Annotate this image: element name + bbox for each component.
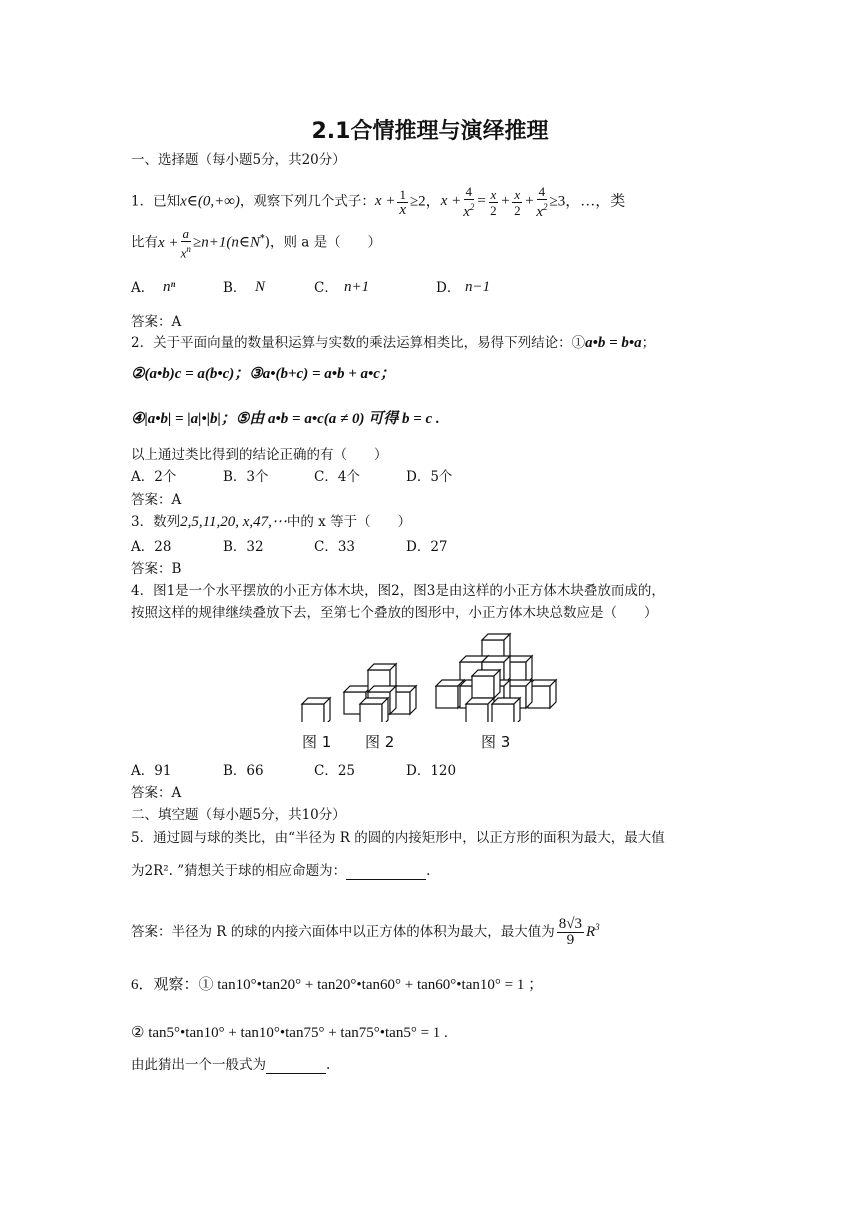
q6-question: 由此猜出一个一般式为: [131, 1057, 266, 1073]
q3-option-b: B．32: [223, 539, 264, 555]
q6-answer-blank: [266, 1073, 326, 1074]
page-title: 2.1合情推理与演绎推理: [311, 119, 549, 144]
q3-lead: 3．数列: [131, 514, 181, 530]
q6-line1: 6．观察：① tan10°•tan20° + tan20°•tan60° + tan60°•tan10° = 1 ；: [131, 977, 544, 993]
q1-expr-1: x + $\frac{1}{x}$: [374, 186, 407, 218]
figure-2-label: 图 2: [365, 733, 395, 751]
q2-question: 以上通过类比得到的结论正确的有（ ）: [131, 447, 388, 463]
q6-line2: ② tan5°•tan10° + tan10°•tan75° + tan75°•tan5° = 1 .: [131, 1025, 448, 1041]
q1-ineq-1: ≥2，: [409, 193, 441, 210]
q1-condition: x∈(0,+∞): [180, 193, 240, 210]
q3-line: [131, 513, 411, 531]
q5-answer-fraction: $\frac{8√3}{9}$: [558, 916, 582, 948]
q1-option-d: n−1: [465, 279, 491, 295]
figure-1-label: 图 1: [302, 733, 332, 751]
q1-general-ineq: ≥n+1(n∈N: [193, 234, 260, 251]
q2-formulas-2-3: ②(a•b)c = a(b•c)；③a•(b+c) = a•b + a•c；: [131, 366, 395, 382]
q1-expr-2: x + $\frac{4}{x^2}$ = $\frac{x}{2}$ + $\frac{x}{2}$ + $\frac{4}{x^2}$: [440, 184, 548, 220]
q2-line1: 2．关于平面向量的数量积运算与实数的乘法运算相类比，易得下列结论：①a•b = b•a；: [131, 335, 656, 351]
q1-option-a-label: A．: [131, 280, 155, 296]
section-heading-choice: 一、选择题（每小题5分，共20分）: [131, 152, 346, 168]
q6-line3: 由此猜出一个一般式为 .: [131, 1057, 331, 1073]
q4-line1: 4．图1是一个水平摆放的小正方体木块，图2，图3是由这样的小正方体木块叠放而成的，: [131, 583, 665, 599]
q4-option-b: B．66: [223, 763, 264, 779]
q5-line1: 5．通过圆与球的类比，由“半径为 R 的圆的内接矩形中，以正方形的面积为最大，最大值: [131, 830, 665, 846]
q1-option-c-label: C．: [314, 280, 338, 296]
q3-option-d: D．27: [406, 539, 448, 555]
q2-intro: 2．关于平面向量的数量积运算与实数的乘法运算相类比，易得下列结论：①: [131, 335, 586, 351]
q3-question: 中的 x 等于（ ）: [286, 514, 412, 530]
q2-formulas-4-5: ④|a•b| = |a|•|b|；⑤由 a•b = a•c(a ≠ 0) 可得 b = c .: [131, 411, 440, 427]
section-heading-fill: 二、填空题（每小题5分，共10分）: [131, 807, 346, 823]
q2-formula-1: a•b = b•a: [585, 335, 642, 351]
q1-option-b: N: [255, 279, 266, 295]
q1-lead: 1．已知: [131, 193, 181, 210]
q1-intro: ，观察下列几个式子：: [239, 193, 375, 210]
q1-option-a: nⁿ: [163, 279, 176, 295]
q3-sequence: 2,5,11,20, x,47,⋯: [180, 514, 287, 530]
q5-premise: 为2R². ”猜想关于球的相应命题为：: [131, 863, 347, 879]
q2-option-d: D．5个: [406, 469, 453, 485]
q4-answer: 答案：A: [131, 785, 182, 801]
figure-2-cubes: [344, 664, 416, 722]
q2-option-b: B．3个: [223, 469, 269, 485]
figure-1-cubes: [302, 698, 330, 722]
q4-option-c: C．25: [314, 763, 356, 779]
q4-option-a: A．91: [131, 763, 172, 779]
cube-stacking-figure: [296, 630, 566, 722]
q1-option-d-label: D．: [436, 280, 461, 296]
q2-option-a: A．2个: [131, 469, 177, 485]
q1-option-c: n+1: [344, 279, 370, 295]
q2-option-c: C．4个: [314, 469, 360, 485]
figure-3-label: 图 3: [481, 733, 511, 751]
q3-option-a: A．28: [131, 539, 172, 555]
q1-tail: ≥3，…，类: [549, 193, 626, 210]
q1-line1: [131, 184, 625, 220]
q5-answer-line: 答案：半径为 R 的球的内接六面体中以正方体的体积为最大，最大值为 $\frac{8√3}{9}$ $R^3$: [131, 916, 600, 948]
q1-line2: 比有x + $\frac{a}{x^n}$ ≥n+1(n∈N*)，则 a 是（ ）: [131, 226, 382, 261]
q3-answer: 答案：B: [131, 561, 182, 577]
q5-answer-blank: [346, 879, 426, 880]
q1-question: )，则 a 是（ ）: [264, 234, 382, 251]
q2-answer: 答案：A: [131, 492, 182, 508]
q5-answer: 答案：半径为 R 的球的内接六面体中以正方体的体积为最大，最大值为: [131, 924, 555, 940]
q3-option-c: C．33: [314, 539, 356, 555]
figure-3-cubes: [436, 634, 556, 722]
q1-line2-lead: 比有: [131, 234, 158, 251]
q4-option-d: D．120: [406, 763, 457, 779]
q1-option-b-label: B．: [223, 280, 247, 296]
q1-answer: 答案：A: [131, 314, 182, 330]
q4-line2: 按照这样的规律继续叠放下去，至第七个叠放的图形中，小正方体木块总数应是（ ）: [131, 605, 658, 621]
q5-line2: 为2R². ”猜想关于球的相应命题为： .: [131, 863, 431, 879]
q1-general-expr: x + $\frac{a}{x^n}$: [158, 226, 191, 261]
